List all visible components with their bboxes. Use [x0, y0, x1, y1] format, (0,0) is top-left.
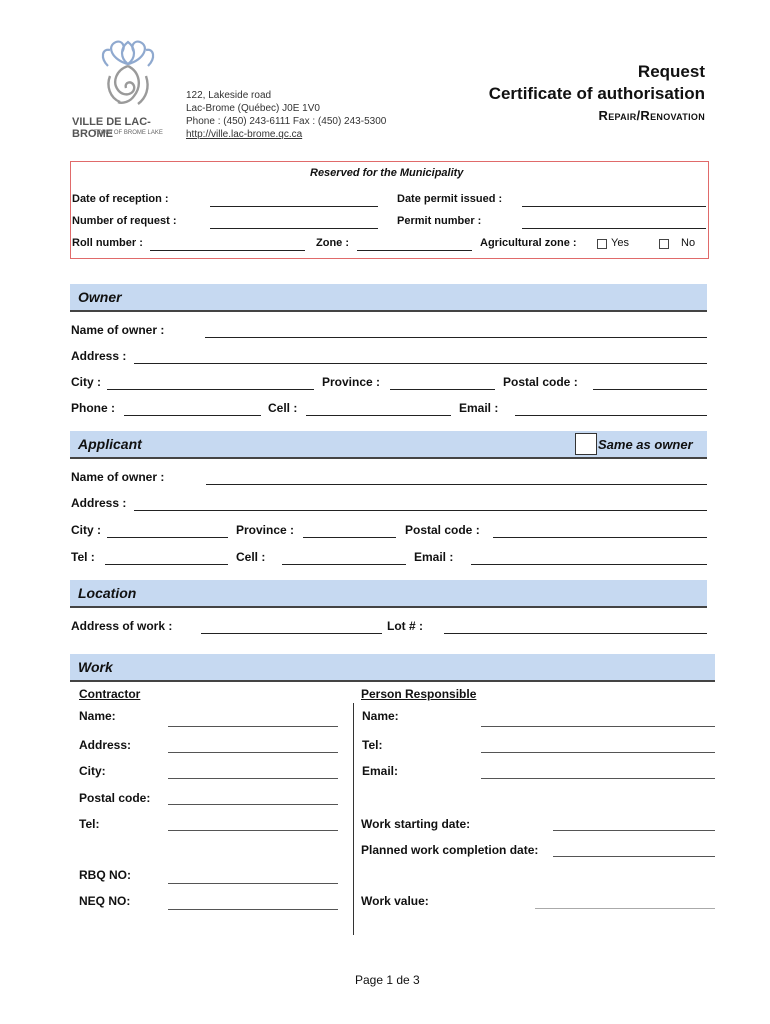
work-heading: Work: [78, 659, 113, 675]
agricultural-yes-checkbox[interactable]: [597, 239, 607, 249]
applicant-tel-label: Tel :: [71, 550, 95, 564]
permit-number-field[interactable]: [522, 228, 706, 229]
lot-label: Lot # :: [387, 619, 423, 633]
page-number: Page 1 de 3: [355, 973, 420, 987]
work-value-label: Work value:: [361, 894, 429, 908]
owner-cell-label: Cell :: [268, 401, 298, 415]
reserved-title: Reserved for the Municipality: [310, 167, 464, 179]
contractor-name-label: Name:: [79, 709, 116, 723]
contractor-name-field[interactable]: [168, 726, 338, 727]
applicant-email-label: Email :: [414, 550, 454, 564]
form-title-type: Repair/Renovation: [598, 108, 705, 123]
applicant-city-field[interactable]: [107, 537, 228, 538]
logo-name: VILLE DE LAC-BROME: [72, 116, 151, 140]
neq-label: NEQ NO:: [79, 894, 131, 908]
contractor-city-label: City:: [79, 764, 106, 778]
location-section-header: [70, 580, 707, 608]
applicant-address-label: Address :: [71, 496, 127, 510]
owner-email-label: Email :: [459, 401, 499, 415]
same-as-owner-label: Same as owner: [598, 437, 693, 452]
date-of-reception-label: Date of reception :: [72, 193, 169, 205]
applicant-postal-field[interactable]: [493, 537, 707, 538]
number-of-request-label: Number of request :: [72, 215, 177, 227]
logo-subtitle: TOWN OF BROME LAKE: [94, 130, 163, 136]
applicant-heading: Applicant: [78, 436, 142, 452]
owner-province-label: Province :: [322, 375, 381, 389]
owner-province-field[interactable]: [390, 389, 495, 390]
applicant-name-label: Name of owner :: [71, 470, 165, 484]
contractor-city-field[interactable]: [168, 778, 338, 779]
applicant-postal-label: Postal code :: [405, 523, 480, 537]
pr-tel-label: Tel:: [362, 738, 383, 752]
owner-city-label: City :: [71, 375, 101, 389]
owner-address-label: Address :: [71, 349, 127, 363]
same-as-owner-checkbox[interactable]: [575, 433, 597, 455]
address-of-work-label: Address of work :: [71, 619, 173, 633]
owner-email-field[interactable]: [515, 415, 707, 416]
pr-tel-field[interactable]: [481, 752, 715, 753]
agricultural-no-checkbox[interactable]: [659, 239, 669, 249]
applicant-province-field[interactable]: [303, 537, 396, 538]
applicant-cell-field[interactable]: [282, 564, 406, 565]
date-of-reception-field[interactable]: [210, 206, 378, 207]
agricultural-no-label: No: [681, 237, 696, 249]
person-responsible-heading: Person Responsible: [361, 687, 477, 701]
work-start-date-label: Work starting date:: [361, 817, 471, 831]
pr-name-label: Name:: [362, 709, 399, 723]
date-permit-issued-field[interactable]: [522, 206, 706, 207]
owner-phone-field[interactable]: [124, 415, 261, 416]
owner-section-header: [70, 284, 707, 312]
neq-field[interactable]: [168, 909, 338, 910]
website-link[interactable]: http://ville.lac-brome.qc.ca: [186, 129, 303, 140]
pr-email-field[interactable]: [481, 778, 715, 779]
applicant-cell-label: Cell :: [236, 550, 266, 564]
contractor-tel-label: Tel:: [79, 817, 100, 831]
work-value-field[interactable]: [535, 908, 715, 909]
zone-field[interactable]: [357, 250, 472, 251]
agricultural-zone-label: Agricultural zone :: [480, 237, 577, 249]
rbq-field[interactable]: [168, 883, 338, 884]
form-title-certificate: Certificate of authorisation: [488, 84, 705, 103]
owner-name-field[interactable]: [205, 337, 707, 338]
zone-label: Zone :: [316, 237, 349, 249]
roll-number-label: Roll number :: [72, 237, 143, 249]
form-title-request: Request: [637, 62, 705, 81]
owner-name-label: Name of owner :: [71, 323, 165, 337]
roll-number-field[interactable]: [150, 250, 305, 251]
contractor-tel-field[interactable]: [168, 830, 338, 831]
number-of-request-field[interactable]: [210, 228, 378, 229]
work-start-date-field[interactable]: [553, 830, 715, 831]
lot-field[interactable]: [444, 633, 707, 634]
owner-phone-label: Phone :: [71, 401, 115, 415]
contractor-address-label: Address:: [79, 738, 132, 752]
pr-name-field[interactable]: [481, 726, 715, 727]
rbq-label: RBQ NO:: [79, 868, 131, 882]
completion-date-label: Planned work completion date:: [361, 843, 539, 857]
work-column-divider: [353, 703, 354, 935]
address-line-3: Phone : (450) 243-6111 Fax : (450) 243-5300: [186, 116, 387, 127]
completion-date-field[interactable]: [553, 856, 715, 857]
contractor-heading: Contractor: [79, 687, 141, 701]
permit-number-label: Permit number :: [397, 215, 482, 227]
date-permit-issued-label: Date permit issued :: [397, 193, 503, 205]
owner-heading: Owner: [78, 289, 122, 305]
address-of-work-field[interactable]: [201, 633, 382, 634]
address-line-2: Lac-Brome (Québec) J0E 1V0: [186, 103, 320, 114]
work-section-header: [70, 654, 715, 682]
owner-address-field[interactable]: [134, 363, 707, 364]
applicant-address-field[interactable]: [134, 510, 707, 511]
applicant-tel-field[interactable]: [105, 564, 228, 565]
fleur-de-lis-logo-icon: [72, 36, 184, 110]
agricultural-yes-label: Yes: [611, 237, 629, 249]
municipal-logo: [72, 36, 184, 140]
owner-postal-field[interactable]: [593, 389, 707, 390]
pr-email-label: Email:: [362, 764, 399, 778]
applicant-province-label: Province :: [236, 523, 295, 537]
contractor-postal-label: Postal code:: [79, 791, 151, 805]
owner-city-field[interactable]: [107, 389, 314, 390]
owner-cell-field[interactable]: [306, 415, 451, 416]
contractor-postal-field[interactable]: [168, 804, 338, 805]
applicant-email-field[interactable]: [471, 564, 707, 565]
location-heading: Location: [78, 585, 137, 601]
owner-postal-label: Postal code :: [503, 375, 578, 389]
contractor-address-field[interactable]: [168, 752, 338, 753]
applicant-city-label: City :: [71, 523, 101, 537]
applicant-name-field[interactable]: [206, 484, 707, 485]
address-line-1: 122, Lakeside road: [186, 90, 272, 101]
